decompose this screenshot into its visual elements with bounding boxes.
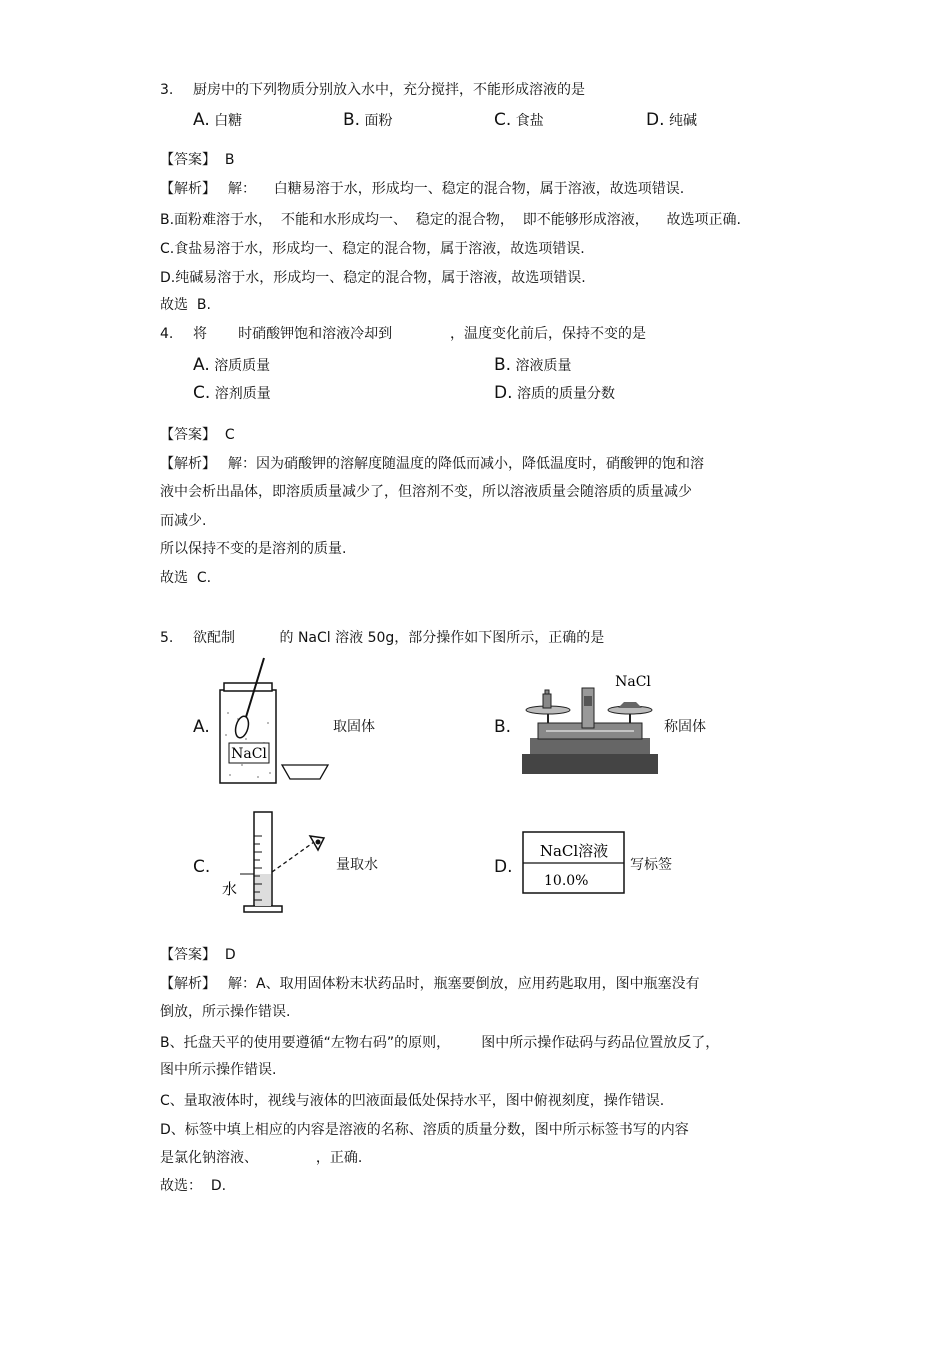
q5-number: 5.	[160, 630, 174, 646]
q4-analysis-line: 所以保持不变的是溶剂的质量.	[160, 541, 347, 557]
q3-analysis-line: 解： 白糖易溶于水，形成均一、稳定的混合物，属于溶液，故选项错误.	[228, 181, 685, 197]
balance-figure	[518, 668, 663, 780]
q4-option-b: B. 溶液质量	[494, 355, 572, 375]
q4-option-c: C. 溶剂质量	[193, 383, 271, 403]
q5-analysis-line: C、量取液体时，视线与液体的凹液面最低处保持水平，图中俯视刻度，操作错误.	[160, 1093, 665, 1109]
q4-analysis-line: 故选 C.	[160, 570, 212, 586]
q3-analysis-label: 【解析】	[160, 181, 216, 197]
q3-analysis-line: 故选 B.	[160, 297, 211, 313]
q5-option-a-caption: 取固体	[333, 719, 375, 735]
q5-analysis-line: 倒放，所示操作错误.	[160, 1004, 291, 1020]
q5-option-b-caption: 称固体	[664, 719, 706, 735]
q3-answer: 【答案】 B	[160, 152, 235, 168]
q5-answer: 【答案】 D	[160, 947, 236, 963]
q5-analysis-line: 图中所示操作错误.	[160, 1062, 277, 1078]
q4-number: 4.	[160, 326, 174, 342]
q5-analysis-label: 【解析】	[160, 976, 216, 992]
label-concentration: 10.0%	[544, 873, 589, 889]
graduated-cylinder-figure	[218, 806, 336, 918]
label-figure	[522, 831, 626, 895]
q5-option-d-caption: 写标签	[630, 857, 672, 873]
q3-option-c: C. 食盐	[494, 110, 544, 130]
q5-option-d-letter: D.	[494, 857, 513, 877]
q5-option-c-caption: 量取水	[336, 857, 378, 873]
q4-stem: 将 时硝酸钾饱和溶液冷却到 ，温度变化前后，保持不变的是	[193, 326, 647, 342]
q5-analysis-line: 解：A、取用固体粉末状药品时，瓶塞要倒放，应用药匙取用，图中瓶塞没有	[228, 976, 700, 992]
q4-analysis-line: 解：因为硝酸钾的溶解度随温度的降低而减小，降低温度时，硝酸钾的饱和溶	[228, 456, 704, 472]
label-solution-name: NaCl溶液	[539, 842, 609, 860]
q5-analysis-line: 故选： D.	[160, 1178, 227, 1194]
q5-analysis-line: D、标签中填上相应的内容是溶液的名称、溶质的质量分数，图中所示标签书写的内容	[160, 1122, 689, 1138]
bottle-label-text: NaCl	[231, 746, 267, 762]
q5-option-b-letter: B.	[494, 717, 512, 737]
q3-stem: 厨房中的下列物质分别放入水中，充分搅拌，不能形成溶液的是	[193, 82, 585, 98]
q3-option-b: B. 面粉	[343, 110, 393, 130]
q3-option-d: D. 纯碱	[646, 110, 697, 130]
q5-analysis-line: 是氯化钠溶液、 ，正确.	[160, 1150, 363, 1166]
q4-option-a: A. 溶质质量	[193, 355, 271, 375]
balance-label-text: NaCl	[615, 674, 651, 690]
reagent-bottle-figure	[212, 655, 332, 790]
water-label-text: 水	[222, 880, 238, 898]
q3-number: 3.	[160, 82, 174, 98]
q3-option-a: A. 白糖	[193, 110, 243, 130]
q5-stem: 欲配制 的 NaCl 溶液 50g，部分操作如下图所示，正确的是	[193, 630, 605, 646]
q5-analysis-line: B、托盘天平的使用要遵循“左物右码”的原则， 图中所示操作砝码与药品位置放反了，	[160, 1035, 720, 1051]
q5-option-a-letter: A.	[193, 717, 210, 737]
q4-option-d: D. 溶质的质量分数	[494, 383, 615, 403]
q3-analysis-line: D.纯碱易溶于水，形成均一、稳定的混合物，属于溶液，故选项错误.	[160, 270, 586, 286]
q4-analysis-line: 而减少.	[160, 513, 207, 529]
q4-answer: 【答案】 C	[160, 427, 235, 443]
q3-analysis-line: B.面粉难溶于水， 不能和水形成均一、 稳定的混合物， 即不能够形成溶液， 故选项正确.	[160, 212, 742, 228]
q4-analysis-line: 液中会析出晶体，即溶质质量减少了，但溶剂不变，所以溶液质量会随溶质的质量减少	[160, 484, 692, 500]
q4-analysis-label: 【解析】	[160, 456, 216, 472]
q5-option-c-letter: C.	[193, 857, 211, 877]
q3-analysis-line: C.食盐易溶于水，形成均一、稳定的混合物，属于溶液，故选项错误.	[160, 241, 585, 257]
